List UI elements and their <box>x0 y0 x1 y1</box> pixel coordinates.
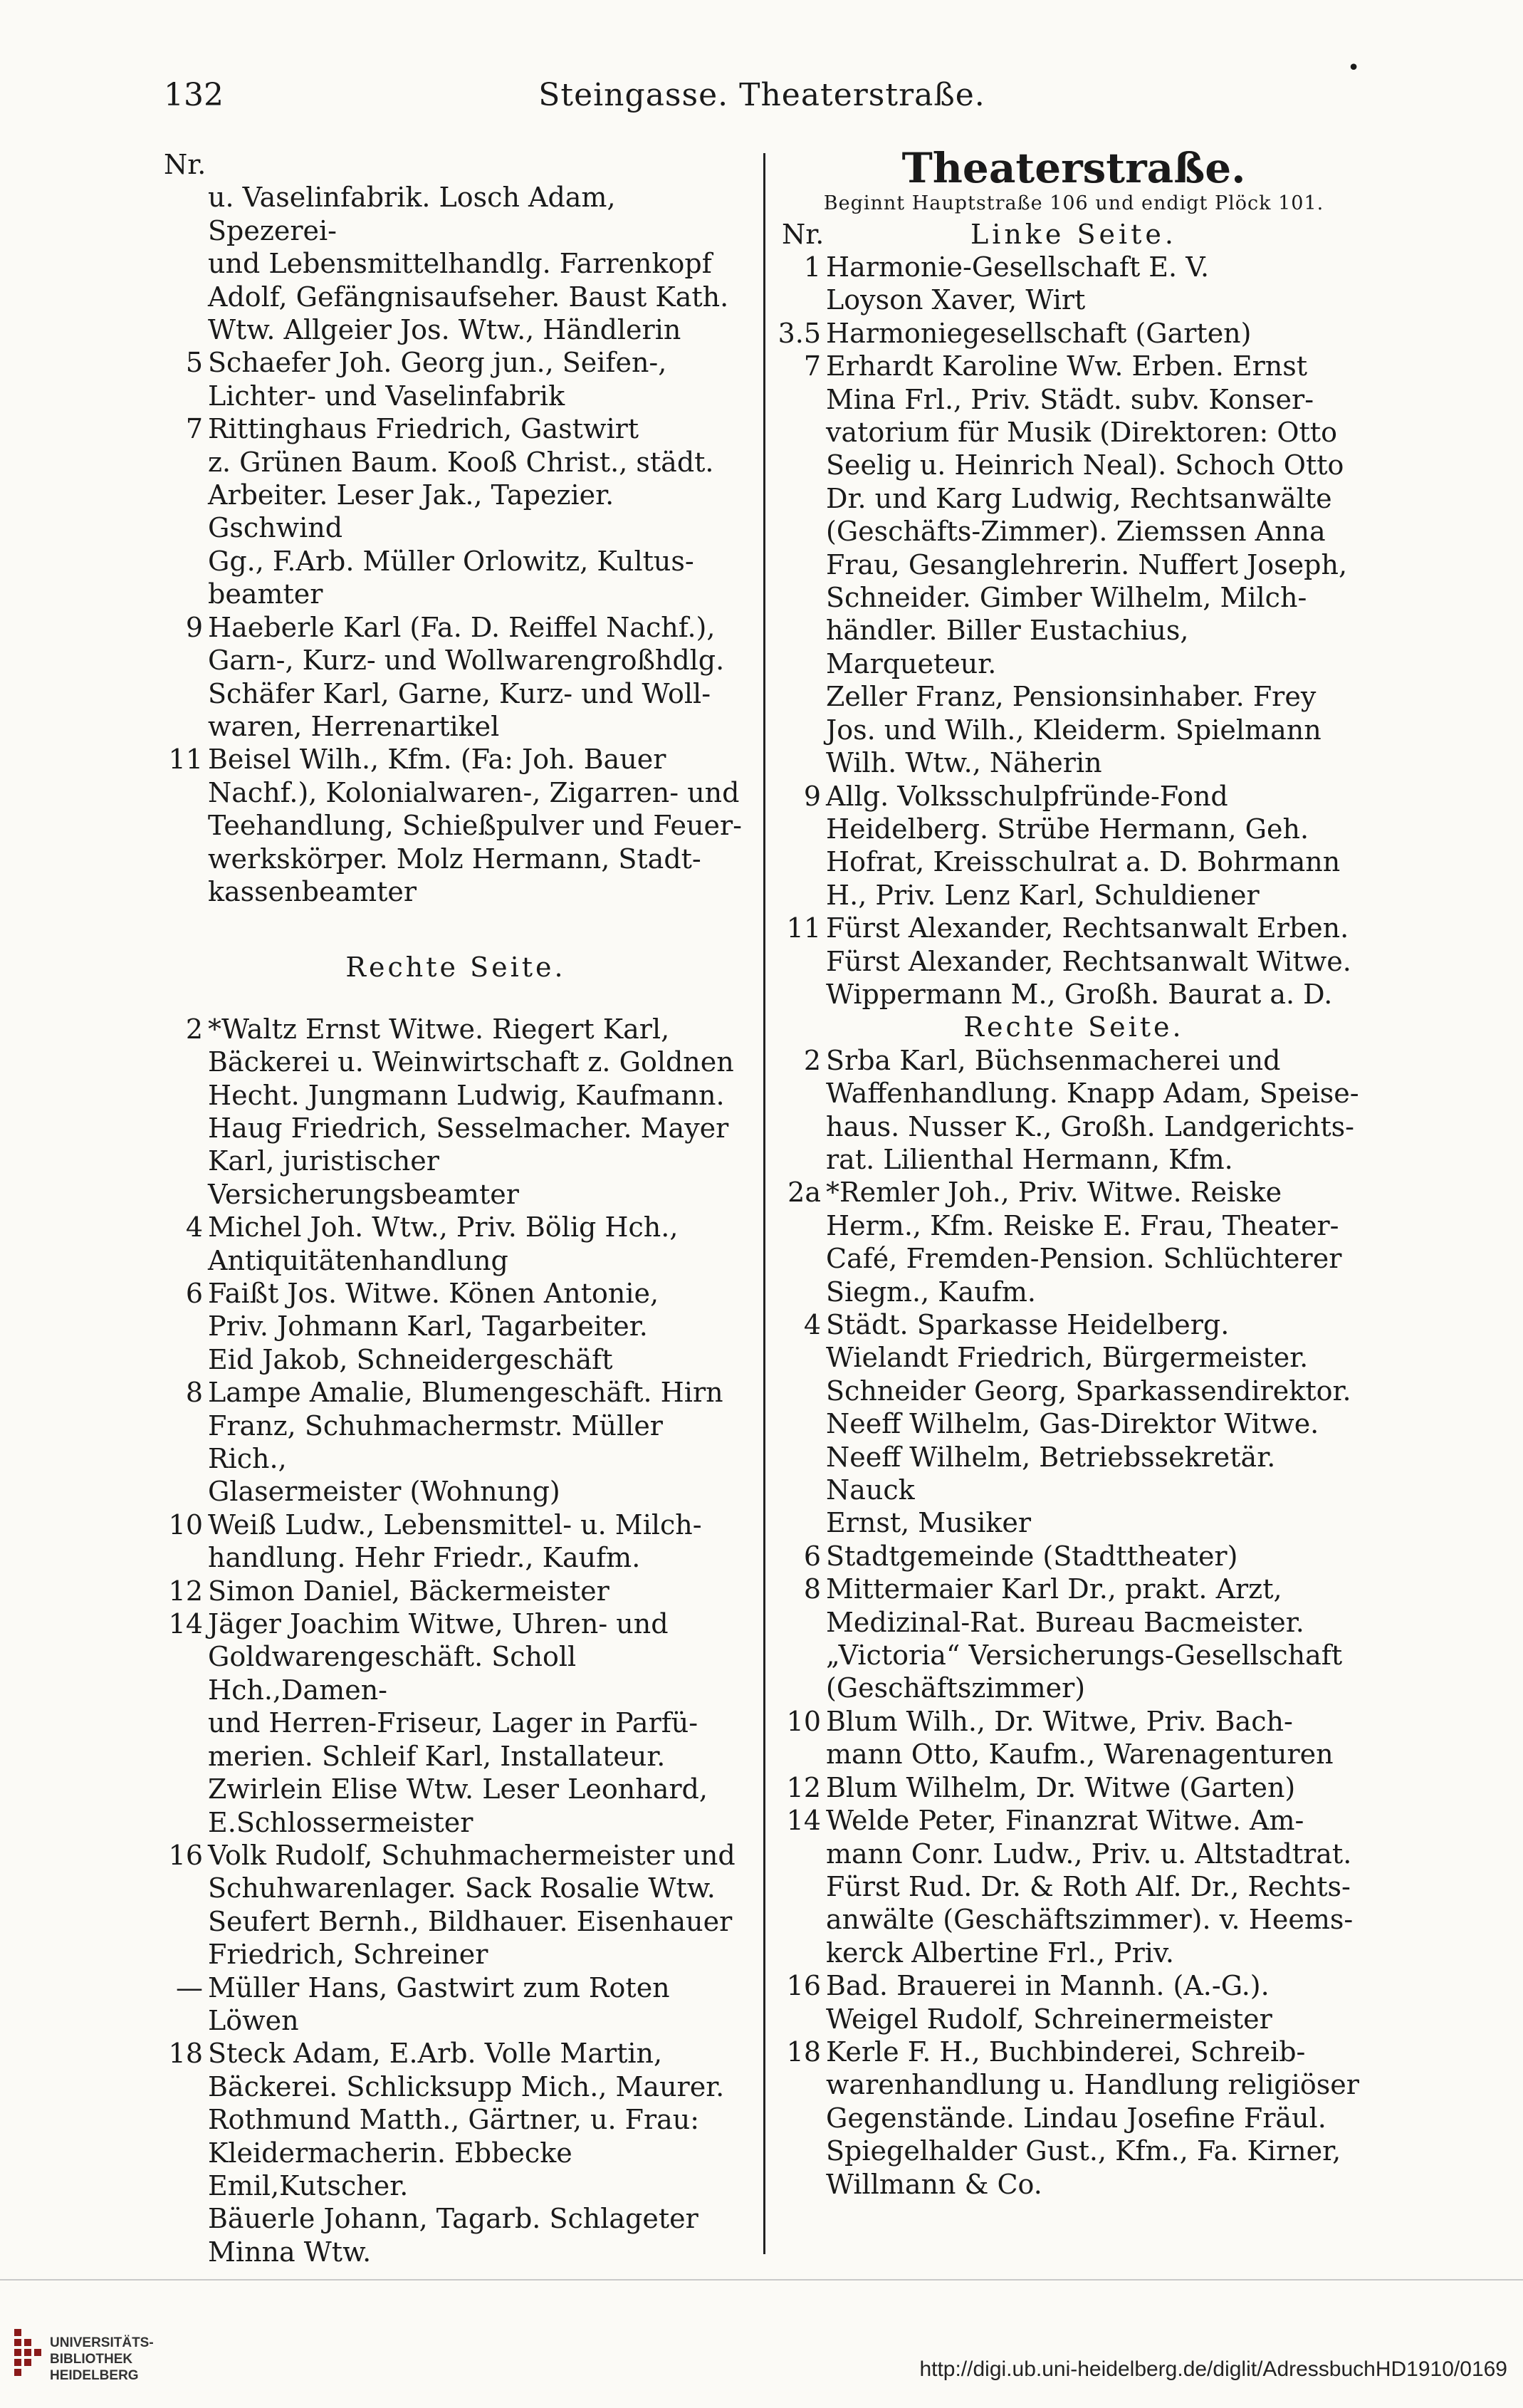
house-number: 9 <box>185 611 203 643</box>
entry-line: Seufert Bernh., Bildhauer. Eisenhauer <box>208 1905 733 1937</box>
entry-line: Franz, Schuhmachermstr. Müller Rich., <box>208 1409 663 1475</box>
address-entry <box>164 1376 748 1508</box>
nr-label: Nr. <box>782 219 825 250</box>
entry-line: Bäckerei. Schlicksupp Mich., Maurer. <box>208 2070 725 2102</box>
entry-line: Arbeiter. Leser Jak., Tapezier. Gschwind <box>208 479 614 544</box>
entry-line: Wtw. Allgeier Jos. Wtw., Händlerin <box>208 314 681 346</box>
address-entry <box>164 1508 748 1575</box>
entry-line: Hofrat, Kreisschulrat a. D. Bohrmann <box>826 846 1341 878</box>
digitization-footer <box>0 2279 1523 2408</box>
entry-line: Minna Wtw. <box>208 2236 372 2268</box>
entry-line: kassenbeamter <box>208 875 417 907</box>
entry-line: Fürst Alexander, Rechtsanwalt Witwe. <box>826 945 1351 977</box>
address-entry <box>164 1607 748 1839</box>
right-column <box>778 144 1366 2201</box>
address-entry <box>164 611 748 744</box>
entry-line: Gegenstände. Lindau Josefine Fräul. <box>826 2102 1326 2134</box>
entry-line: Eid Jakob, Schneidergeschäft <box>208 1343 613 1375</box>
entry-line: Karl, juristischer Versicherungsbeamter <box>208 1145 519 1210</box>
entry-line: werkskörper. Molz Hermann, Stadt- <box>208 843 701 875</box>
entry-line: z. Grünen Baum. Kooß Christ., städt. <box>208 446 714 478</box>
entry-line: Rothmund Matth., Gärtner, u. Frau: <box>208 2104 700 2136</box>
entry-line: Frau, Gesanglehrerin. Nuffert Joseph, <box>826 548 1348 580</box>
entry-line: *Waltz Ernst Witwe. Riegert Karl, <box>208 1013 670 1045</box>
entry-line: Beisel Wilh., Kfm. (Fa: Joh. Bauer <box>208 744 666 776</box>
address-entry <box>782 1705 1366 1771</box>
address-entry <box>164 1575 748 1607</box>
entry-line: Erhardt Karoline Ww. Erben. Ernst <box>826 350 1308 382</box>
entry-line: Rittinghaus Friedrich, Gastwirt <box>208 413 639 445</box>
entry-line: Michel Joh. Wtw., Priv. Bölig Hch., <box>208 1211 679 1244</box>
entry-line: Neeff Wilhelm, Gas-Direktor Witwe. <box>826 1408 1319 1440</box>
entry-line: Priv. Johmann Karl, Tagarbeiter. <box>208 1310 648 1343</box>
entry-line: Mittermaier Karl Dr., prakt. Arzt, <box>826 1573 1282 1605</box>
entry-line: Loyson Xaver, Wirt <box>826 284 1086 316</box>
section-heading-rechte-seite: Rechte Seite. <box>345 952 566 984</box>
entry-line: Wielandt Friedrich, Bürgermeister. <box>826 1342 1309 1374</box>
ink-speck: • <box>1347 56 1360 80</box>
entry-line: Weiß Ludw., Lebensmittel- u. Milch- <box>208 1508 702 1541</box>
address-entry <box>782 2036 1366 2201</box>
address-entry <box>164 346 748 412</box>
house-number: 2 <box>803 1044 821 1076</box>
entry-line: merien. Schleif Karl, Installateur. <box>208 1740 666 1772</box>
entry-line: u. Vaselinfabrik. Losch Adam, Spezerei- <box>208 182 616 246</box>
entry-line: Siegm., Kaufm. <box>826 1276 1036 1308</box>
entry-line: Herm., Kfm. Reiske E. Frau, Theater- <box>826 1209 1339 1241</box>
library-name-line: BIBLIOTHEK <box>50 2352 133 2367</box>
entry-line: Medizinal-Rat. Bureau Bacmeister. <box>826 1606 1304 1638</box>
street-subtitle: Beginnt Hauptstraße 106 und endigt Plöck 101. <box>823 192 1324 214</box>
entry-line: Dr. und Karg Ludwig, Rechtsanwälte <box>826 482 1332 514</box>
house-number: 10 <box>168 1508 203 1541</box>
address-entry <box>782 350 1366 779</box>
house-number: 5 <box>185 347 203 379</box>
address-entry <box>778 317 1366 350</box>
entry-line: Zeller Franz, Pensionsinhaber. Frey <box>826 681 1317 713</box>
address-entry <box>782 1308 1366 1540</box>
address-entry <box>782 251 1366 317</box>
house-number: 6 <box>803 1540 821 1572</box>
entry-line: Haug Friedrich, Sesselmacher. Mayer <box>208 1112 729 1144</box>
address-entry <box>782 912 1366 1011</box>
entry-line: Welde Peter, Finanzrat Witwe. Am- <box>826 1805 1304 1837</box>
address-entry <box>164 1277 748 1376</box>
entry-line: Ernst, Musiker <box>826 1507 1032 1539</box>
address-entry <box>164 412 748 610</box>
entry-line: Schaefer Joh. Georg jun., Seifen-, <box>208 347 667 379</box>
entry-line: Kerle F. H., Buchbinderei, Schreib- <box>826 2036 1306 2068</box>
house-number: 2a <box>787 1177 821 1209</box>
entry-line: (Geschäfts-Zimmer). Ziemssen Anna <box>826 516 1326 548</box>
entry-line: Blum Wilh., Dr. Witwe, Priv. Bach- <box>826 1705 1293 1737</box>
house-number: 8 <box>185 1377 203 1409</box>
entry-line: händler. Biller Eustachius, Marqueteur. <box>826 615 1189 679</box>
entry-line: Goldwarengeschäft. Scholl Hch.,Damen- <box>208 1641 577 1706</box>
entry-line: Blum Wilhelm, Dr. Witwe (Garten) <box>826 1771 1296 1803</box>
house-number: 14 <box>168 1608 203 1640</box>
entry-line: Srba Karl, Büchsenmacherei und <box>826 1044 1281 1076</box>
address-entry <box>164 2037 748 2268</box>
entry-line: Waffenhandlung. Knapp Adam, Speise- <box>826 1078 1359 1110</box>
entry-line: Schäfer Karl, Garne, Kurz- und Woll- <box>208 677 711 709</box>
entry-line: Heidelberg. Strübe Hermann, Geh. <box>826 813 1309 845</box>
entry-line: Mina Frl., Priv. Städt. subv. Konser- <box>826 383 1314 415</box>
entry-line: Gg., F.Arb. Müller Orlowitz, Kultus- <box>208 545 694 577</box>
entry-line: Harmonie-Gesellschaft E. V. <box>826 251 1210 283</box>
house-number: 18 <box>168 2038 203 2070</box>
entry-line: Harmoniegesellschaft (Garten) <box>826 317 1252 349</box>
entry-line: beamter <box>208 578 323 610</box>
continued-entry <box>164 181 748 346</box>
address-entry <box>782 1176 1366 1308</box>
left-side-entries <box>164 346 748 908</box>
entry-line: Adolf, Gefängnisaufseher. Baust Kath. <box>208 281 729 313</box>
footer-divider <box>0 2279 1523 2281</box>
house-number: 6 <box>185 1278 203 1309</box>
house-number: 12 <box>168 1575 203 1607</box>
section-heading-rechte-seite: Rechte Seite. <box>963 1011 1184 1043</box>
library-name-line: UNIVERSITÄTS- <box>50 2335 154 2350</box>
house-number: 7 <box>803 350 821 382</box>
library-name <box>50 2335 154 2384</box>
entry-line: Fürst Alexander, Rechtsanwalt Erben. <box>826 912 1349 944</box>
page-number: 132 <box>164 77 224 113</box>
entry-line: Bäckerei u. Weinwirtschaft z. Goldnen <box>208 1046 734 1078</box>
entry-line: mann Conr. Ludw., Priv. u. Altstadtrat. <box>826 1838 1352 1870</box>
left-side-entries <box>778 251 1366 1011</box>
entry-line: Lampe Amalie, Blumengeschäft. Hirn <box>208 1377 723 1409</box>
entry-line: *Remler Joh., Priv. Witwe. Reiske <box>826 1177 1282 1209</box>
entry-line: Steck Adam, E.Arb. Volle Martin, <box>208 2038 663 2070</box>
source-url[interactable]: http://digi.ub.uni-heidelberg.de/diglit/AdressbuchHD1910/0169 <box>919 2357 1507 2381</box>
entry-line: Weigel Rudolf, Schreinermeister <box>826 2003 1272 2035</box>
house-number: 2 <box>185 1013 203 1045</box>
entry-line: Café, Fremden-Pension. Schlüchterer <box>826 1243 1342 1275</box>
house-number: 7 <box>185 413 203 445</box>
entry-line: Nachf.), Kolonialwaren-, Zigarren- und <box>208 776 740 808</box>
page-header <box>164 56 1360 127</box>
entry-line: handlung. Hehr Friedr., Kaufm. <box>208 1542 641 1574</box>
entry-line: Faißt Jos. Witwe. Könen Antonie, <box>208 1278 659 1309</box>
entry-line: vatorium für Musik (Direktoren: Otto <box>826 417 1337 449</box>
house-number: 4 <box>803 1309 821 1340</box>
entry-line: Städt. Sparkasse Heidelberg. <box>826 1309 1230 1340</box>
entry-line: Bäuerle Johann, Tagarb. Schlageter <box>208 2203 698 2235</box>
entry-line: Simon Daniel, Bäckermeister <box>208 1575 609 1607</box>
right-side-entries <box>164 1013 748 2268</box>
entry-line: Willmann & Co. <box>826 2168 1042 2200</box>
library-logo-icon <box>14 2329 41 2379</box>
entry-line: anwälte (Geschäftszimmer). v. Heems- <box>826 1904 1354 1936</box>
entry-line: Antiquitätenhandlung <box>208 1244 508 1276</box>
entry-line: Schneider. Gimber Wilhelm, Milch- <box>826 582 1307 614</box>
address-entry <box>782 1540 1366 1573</box>
entry-line: Neeff Wilhelm, Betriebssekretär. Nauck <box>826 1441 1276 1506</box>
address-entry <box>164 1971 748 2038</box>
house-number: 11 <box>786 912 821 944</box>
house-number: 3.5 <box>778 317 821 349</box>
entry-line: Glasermeister (Wohnung) <box>208 1476 560 1508</box>
entry-line: Jos. und Wilh., Kleiderm. Spielmann <box>826 714 1321 746</box>
entry-line: warenhandlung u. Handlung religiöser <box>826 2069 1359 2101</box>
address-entry <box>782 780 1366 912</box>
address-entry <box>782 1573 1366 1705</box>
address-entry <box>782 1044 1366 1177</box>
entry-line: und Lebensmittelhandlg. Farrenkopf <box>208 248 712 280</box>
entry-line: Garn-, Kurz- und Wollwarengroßhdlg. <box>208 645 725 677</box>
entry-line: Wilh. Wtw., Näherin <box>826 747 1102 779</box>
house-number: 11 <box>168 744 203 776</box>
entry-line: Zwirlein Elise Wtw. Leser Leonhard, <box>208 1773 708 1805</box>
entry-line: kerck Albertine Frl., Priv. <box>826 1937 1174 1969</box>
entry-line: Jäger Joachim Witwe, Uhren- und <box>208 1608 669 1640</box>
address-entry <box>782 1771 1366 1804</box>
entry-line: Bad. Brauerei in Mannh. (A.-G.). <box>826 1970 1270 2002</box>
entry-line: Volk Rudolf, Schuhmachermeister und <box>208 1839 736 1871</box>
house-number: 4 <box>185 1211 203 1244</box>
entry-line: (Geschäftszimmer) <box>826 1672 1086 1704</box>
entry-line: Müller Hans, Gastwirt zum Roten <box>208 1971 670 2003</box>
address-entry <box>164 1013 748 1211</box>
entry-line: Fürst Rud. Dr. & Roth Alf. Dr., Rechts- <box>826 1870 1351 1902</box>
address-entry <box>164 743 748 908</box>
house-number: 10 <box>786 1705 821 1737</box>
entry-line: Wippermann M., Großh. Baurat a. D. <box>826 978 1333 1010</box>
entry-line: E.Schlossermeister <box>208 1806 473 1838</box>
entry-line: Schuhwarenlager. Sack Rosalie Wtw. <box>208 1872 716 1904</box>
nr-heading-row <box>782 218 1366 251</box>
entry-line: Haeberle Karl (Fa. D. Reiffel Nachf.), <box>208 611 716 643</box>
entry-line: Friedrich, Schreiner <box>208 1939 488 1971</box>
house-number: 9 <box>803 780 821 812</box>
section-heading-linke-seite: Linke Seite. <box>970 219 1177 250</box>
entry-line: Schneider Georg, Sparkassendirektor. <box>826 1375 1351 1407</box>
entry-line: mann Otto, Kaufm., Warenagenturen <box>826 1739 1334 1771</box>
entry-line: rat. Lilienthal Hermann, Kfm. <box>826 1143 1233 1175</box>
house-number: — <box>176 1971 203 2003</box>
house-number: 16 <box>168 1839 203 1871</box>
street-title: Theaterstraße. <box>901 144 1246 192</box>
house-number: 14 <box>786 1805 821 1837</box>
house-number: 8 <box>803 1573 821 1605</box>
entry-line: Seelig u. Heinrich Neal). Schoch Otto <box>826 449 1344 481</box>
entry-line: H., Priv. Lenz Karl, Schuldiener <box>826 879 1260 911</box>
left-column <box>164 148 748 2268</box>
address-entry <box>164 1839 748 1971</box>
entry-line: Löwen <box>208 2004 299 2036</box>
entry-line: haus. Nusser K., Großh. Landgerichts- <box>826 1110 1354 1142</box>
entry-line: Spiegelhalder Gust., Kfm., Fa. Kirner, <box>826 2135 1341 2167</box>
entry-line: Hecht. Jungmann Ludwig, Kaufmann. <box>208 1079 725 1111</box>
entry-line: Lichter- und Vaselinfabrik <box>208 380 565 412</box>
entry-line: „Victoria“ Versicherungs-Gesellschaft <box>826 1640 1343 1672</box>
library-name-line: HEIDELBERG <box>50 2368 139 2383</box>
entry-line: und Herren-Friseur, Lager in Parfü- <box>208 1707 698 1739</box>
house-number: 12 <box>786 1771 821 1803</box>
right-side-entries <box>782 1044 1366 2201</box>
address-entry <box>164 1211 748 1277</box>
address-entry <box>782 1804 1366 1969</box>
address-entry <box>782 1969 1366 2036</box>
house-number: 18 <box>786 2036 821 2068</box>
entry-line: Allg. Volksschulpfründe-Fond <box>826 780 1228 812</box>
entry-line: Teehandlung, Schießpulver und Feuer- <box>208 810 742 842</box>
entry-line: Stadtgemeinde (Stadttheater) <box>826 1540 1238 1572</box>
entry-line: Kleidermacherin. Ebbecke Emil,Kutscher. <box>208 2137 572 2201</box>
entry-line: waren, Herrenartikel <box>208 710 500 742</box>
running-title: Steingasse. Theaterstraße. <box>538 77 985 113</box>
house-number: 1 <box>803 251 821 283</box>
nr-label: Nr. <box>164 149 206 180</box>
house-number: 16 <box>786 1970 821 2002</box>
